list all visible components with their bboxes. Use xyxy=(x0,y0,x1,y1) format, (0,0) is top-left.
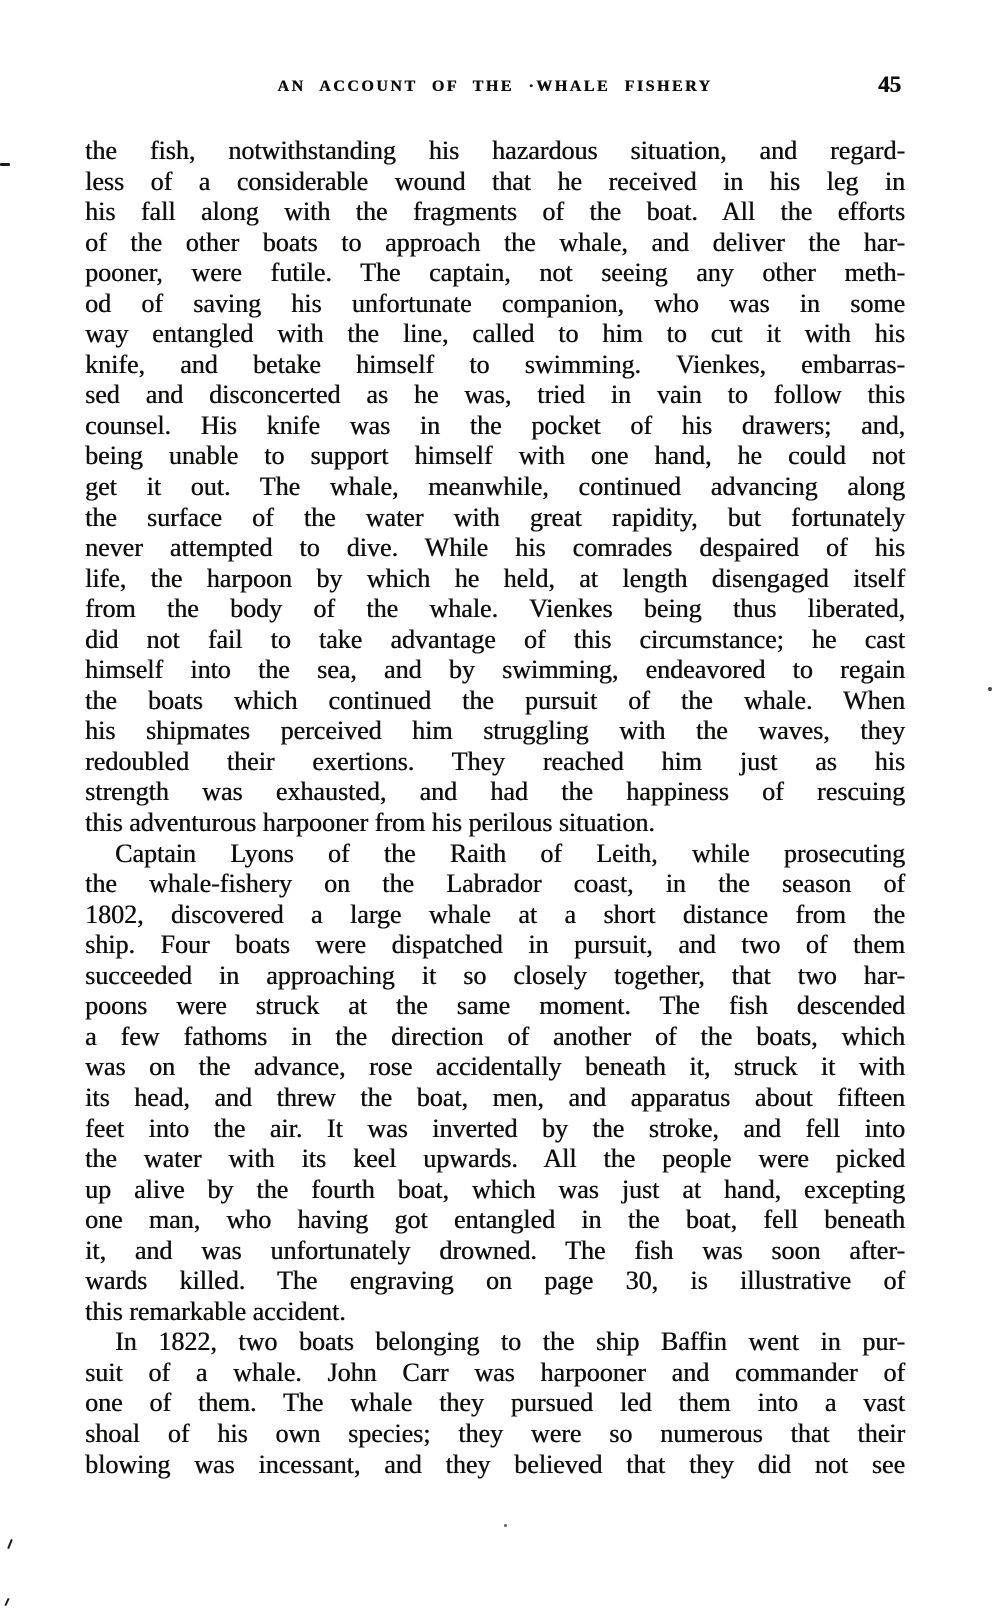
running-title: AN ACCOUNT OF THE ·WHALE FISHERY xyxy=(277,78,713,95)
text-line: never attempted to dive. While his comrades despaired of his xyxy=(85,533,905,563)
text-line: shoal of his own species; they were so numerous that their xyxy=(85,1418,905,1448)
text-line: redoubled their exertions. They reached him just as his xyxy=(85,746,905,776)
text-line: wards killed. The engraving on page 30, is illustrative of xyxy=(85,1266,905,1296)
text-line: himself into the sea, and by swimming, endeavored to regain xyxy=(85,655,905,685)
text-line: the surface of the water with great rapidity, but fortunately xyxy=(85,502,905,532)
text-line: less of a considerable wound that he received in his leg in xyxy=(85,166,905,196)
text-line: one man, who having got entangled in the boat, fell beneath xyxy=(85,1205,905,1235)
text-line: it, and was unfortunately drowned. The fish was soon after- xyxy=(85,1235,905,1265)
scan-speck xyxy=(4,1598,9,1606)
page-header xyxy=(85,72,905,102)
text-line: sed and disconcerted as he was, tried in vain to follow this xyxy=(85,380,905,410)
text-line: Captain Lyons of the Raith of Leith, while prosecuting xyxy=(115,838,905,868)
text-line: suit of a whale. John Carr was harpooner and commander of xyxy=(85,1357,905,1387)
scan-speck xyxy=(0,163,10,166)
text-line: 1802, discovered a large whale at a short distance from the xyxy=(85,899,905,929)
text-line: this adventurous harpooner from his perilous situation. xyxy=(85,808,655,838)
text-line: knife, and betake himself to swimming. Vienkes, embarras- xyxy=(85,349,905,379)
text-line: its head, and threw the boat, men, and apparatus about fifteen xyxy=(85,1082,905,1112)
text-line: did not fail to take advantage of this circumstance; he cast xyxy=(85,624,905,654)
text-line: a few fathoms in the direction of another of the boats, which xyxy=(85,1021,905,1051)
text-line: this remarkable accident. xyxy=(85,1296,346,1326)
page-number: 45 xyxy=(878,72,901,97)
text-line: In 1822, two boats belonging to the ship Baffin went in pur- xyxy=(115,1327,905,1357)
text-line: being unable to support himself with one hand, he could not xyxy=(85,441,905,471)
text-line: the fish, notwithstanding his hazardous situation, and regard- xyxy=(85,136,905,165)
text-line: feet into the air. It was inverted by the stroke, and fell into xyxy=(85,1113,905,1143)
text-line: poons were struck at the same moment. The fish descended xyxy=(85,991,905,1021)
scan-speck xyxy=(504,1524,507,1527)
text-line: counsel. His knife was in the pocket of his drawers; and, xyxy=(85,410,905,440)
text-line: one of them. The whale they pursued led them into a vast xyxy=(85,1388,905,1418)
text-line: life, the harpoon by which he held, at length disengaged itself xyxy=(85,563,905,593)
text-line: the whale-fishery on the Labrador coast, in the season of xyxy=(85,869,905,899)
text-line: his shipmates perceived him struggling with the waves, they xyxy=(85,716,905,746)
text-line: his fall along with the fragments of the boat. All the efforts xyxy=(85,197,905,227)
text-line: up alive by the fourth boat, which was just at hand, excepting xyxy=(85,1174,905,1204)
text-line: way entangled with the line, called to him to cut it with his xyxy=(85,319,905,349)
text-line: succeeded in approaching it so closely together, that two har- xyxy=(85,960,905,990)
text-line: strength was exhausted, and had the happiness of rescuing xyxy=(85,777,905,807)
text-line: blowing was incessant, and they believed that they did not see xyxy=(85,1449,905,1479)
body-text xyxy=(85,136,905,1480)
scan-speck xyxy=(988,687,992,691)
text-line: from the body of the whale. Vienkes being thus liberated, xyxy=(85,594,905,624)
scan-speck xyxy=(7,1539,13,1549)
text-line: pooner, were futile. The captain, not seeing any other meth- xyxy=(85,258,905,288)
text-line: the water with its keel upwards. All the people were picked xyxy=(85,1144,905,1174)
text-line: ship. Four boats were dispatched in pursuit, and two of them xyxy=(85,930,905,960)
text-line: od of saving his unfortunate companion, who was in some xyxy=(85,288,905,318)
text-line: was on the advance, rose accidentally beneath it, struck it with xyxy=(85,1052,905,1082)
text-line: the boats which continued the pursuit of the whale. When xyxy=(85,685,905,715)
text-line: of the other boats to approach the whale, and deliver the har- xyxy=(85,227,905,257)
text-line: get it out. The whale, meanwhile, continued advancing along xyxy=(85,472,905,502)
